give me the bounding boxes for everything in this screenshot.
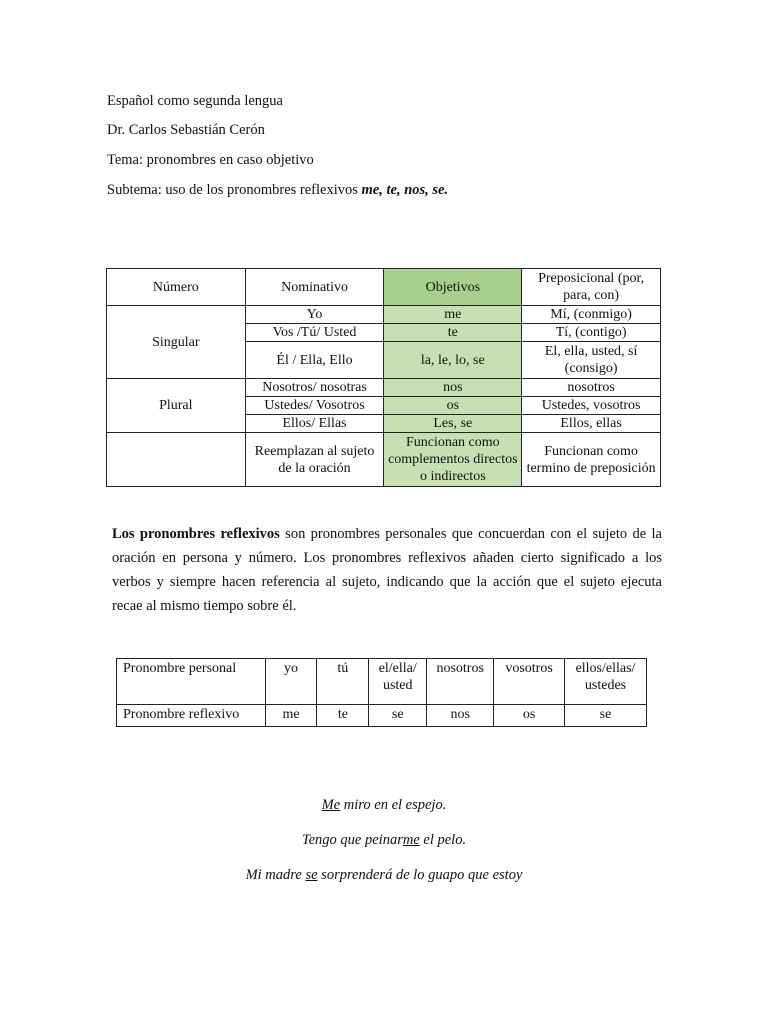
nominative-cell: Ustedes/ Vosotros xyxy=(245,397,384,415)
nominative-cell: Él / Ella, Ello xyxy=(245,342,384,379)
table-row xyxy=(107,379,661,397)
group-plural: Plural xyxy=(107,379,246,433)
example-after: miro en el espejo. xyxy=(340,797,447,813)
objective-cell: te xyxy=(384,324,522,342)
reflexive-pronoun-cell: se xyxy=(565,705,647,727)
row-label-personal: Pronombre personal xyxy=(117,659,266,705)
objective-function: Funcionan como complementos directos o indirectos xyxy=(384,433,522,487)
author-name: Dr. Carlos Sebastián Cerón xyxy=(107,122,265,138)
personal-pronoun-row xyxy=(117,659,647,705)
reflexive-pronoun-table xyxy=(116,658,647,727)
nominative-function: Reemplazan al sujeto de la oración xyxy=(245,433,384,487)
objective-cell: os xyxy=(384,397,522,415)
header-preposicional: Preposicional (por, para, con) xyxy=(522,269,661,306)
pronoun-case-table xyxy=(106,268,661,487)
example-pronoun: Me xyxy=(321,797,341,813)
nominative-cell: Yo xyxy=(245,306,384,324)
reflexive-pronoun-cell: me xyxy=(265,705,317,727)
example-pronoun: se xyxy=(305,867,318,883)
nominative-cell: Ellos/ Ellas xyxy=(245,415,384,433)
prepositional-function: Funcionan como termino de preposición xyxy=(522,433,661,487)
paragraph-body: son pronombres personales que concuerdan con el sujeto de la oración en persona y número. Los pronombres reflexivos añaden cierto significado a los verbos y siempre hacen referencia al sujeto, indicando que la acción que el sujeto ejecuta recae al mismo tiempo sobre él. xyxy=(112,526,662,614)
personal-pronoun-cell: vosotros xyxy=(494,659,565,705)
subtopic-line xyxy=(107,181,448,199)
reflexive-definition-paragraph xyxy=(112,522,662,618)
course-title: Español como segunda lengua xyxy=(107,93,283,109)
example-sentence xyxy=(0,796,768,814)
example-sentence xyxy=(0,866,768,884)
header-objetivos: Objetivos xyxy=(384,269,522,306)
empty-cell xyxy=(107,433,246,487)
topic-line: Tema: pronombres en caso objetivo xyxy=(107,152,314,168)
prepositional-cell: Ellos, ellas xyxy=(522,415,661,433)
objective-cell: la, le, lo, se xyxy=(384,342,522,379)
example-sentence xyxy=(0,831,768,849)
reflexive-pronoun-cell: se xyxy=(369,705,427,727)
example-after: el pelo. xyxy=(419,832,467,848)
example-before: Tengo que peinar xyxy=(301,832,403,848)
reflexive-pronoun-cell: te xyxy=(317,705,369,727)
prepositional-cell: Tí, (contigo) xyxy=(522,324,661,342)
prepositional-cell: Ustedes, vosotros xyxy=(522,397,661,415)
header-numero: Número xyxy=(107,269,246,306)
objective-cell: nos xyxy=(384,379,522,397)
objective-cell: me xyxy=(384,306,522,324)
prepositional-cell: nosotros xyxy=(522,379,661,397)
nominative-cell: Nosotros/ nosotras xyxy=(245,379,384,397)
function-row xyxy=(107,433,661,487)
table-header-row xyxy=(107,269,661,306)
example-pronoun: me xyxy=(402,832,420,848)
reflexive-pronoun-cell: nos xyxy=(427,705,494,727)
subtopic-pronouns: me, te, nos, se xyxy=(361,182,445,198)
personal-pronoun-cell: yo xyxy=(265,659,317,705)
personal-pronoun-cell: nosotros xyxy=(427,659,494,705)
row-label-reflexive: Pronombre reflexivo xyxy=(117,705,266,727)
table-row xyxy=(107,306,661,324)
example-before: Mi madre xyxy=(245,867,306,883)
paragraph-bold-term: Los pronombres reflexivos xyxy=(112,526,280,542)
subtopic-prefix: Subtema: uso de los pronombres reflexivos xyxy=(107,182,362,198)
objective-cell: Les, se xyxy=(384,415,522,433)
prepositional-cell: El, ella, usted, sí (consigo) xyxy=(522,342,661,379)
personal-pronoun-cell: ellos/ellas/ ustedes xyxy=(565,659,647,705)
subtopic-period: . xyxy=(444,182,449,198)
nominative-cell: Vos /Tú/ Usted xyxy=(245,324,384,342)
example-after: sorprenderá de lo guapo que estoy xyxy=(317,867,523,883)
group-singular: Singular xyxy=(107,306,246,379)
personal-pronoun-cell: tú xyxy=(317,659,369,705)
reflexive-pronoun-cell: os xyxy=(494,705,565,727)
prepositional-cell: Mí, (conmigo) xyxy=(522,306,661,324)
personal-pronoun-cell: el/ella/ usted xyxy=(369,659,427,705)
header-nominativo: Nominativo xyxy=(245,269,384,306)
reflexive-pronoun-row xyxy=(117,705,647,727)
